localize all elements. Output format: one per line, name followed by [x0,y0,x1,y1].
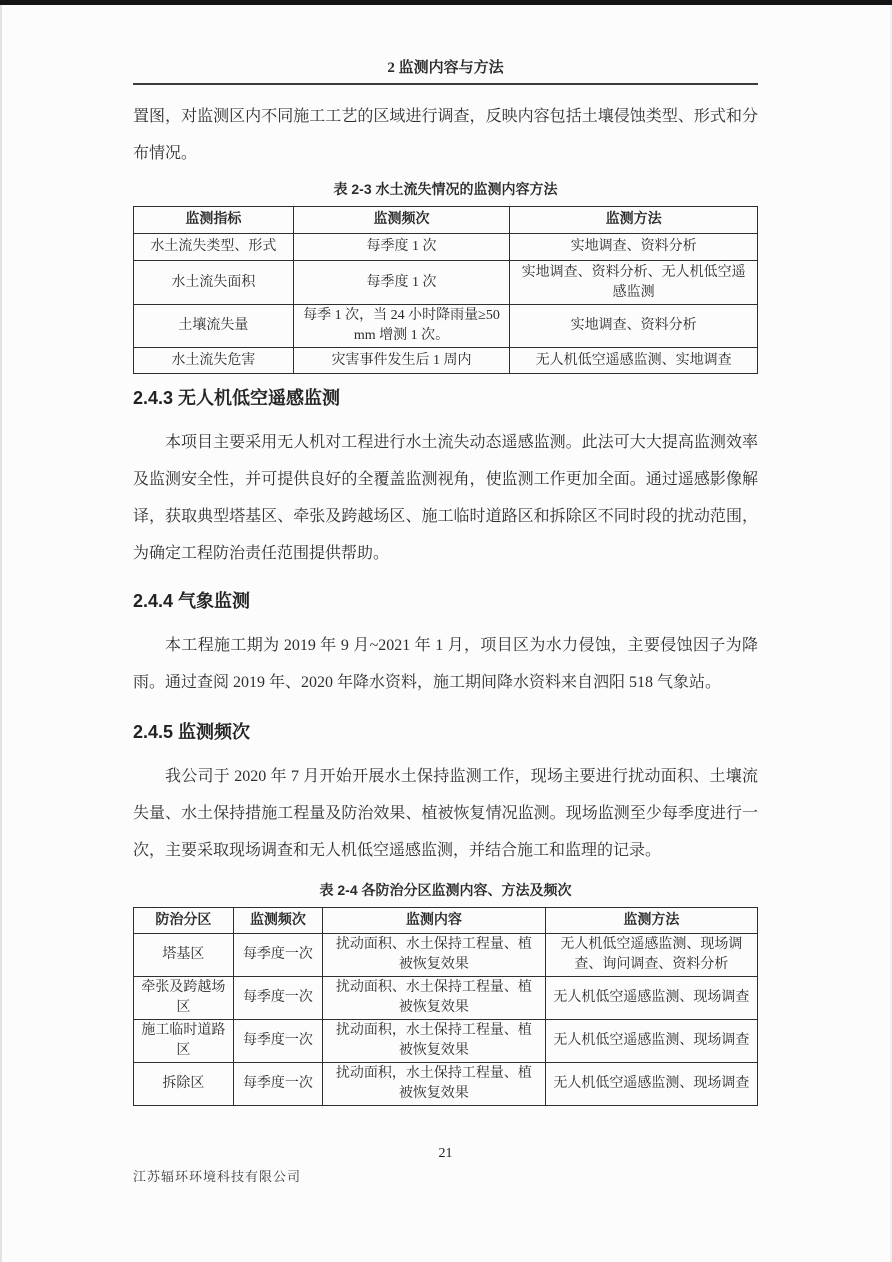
table-cell: 无人机低空遥感监测、现场调查、询问调查、资料分析 [545,934,757,977]
scan-edge-left [0,5,2,1262]
table-2-3 [133,206,758,374]
table-cell: 每季度 1 次 [293,261,510,305]
column-header: 监测指标 [134,207,294,234]
column-header: 监测频次 [293,207,510,234]
table-2-4-caption: 表 2-4 各防治分区监测内容、方法及频次 [319,882,572,898]
table-row [134,305,758,348]
table-cell: 每季度一次 [233,977,322,1020]
column-header: 监测方法 [545,908,757,934]
table-cell: 水土流失面积 [134,261,294,305]
table-cell: 每季度一次 [233,934,322,977]
table-cell: 扰动面积、水土保持工程量、植被恢复效果 [323,934,546,977]
table-cell: 每季度一次 [233,1063,322,1106]
table-cell: 无人机低空遥感监测、实地调查 [510,348,758,374]
table-row [134,934,758,977]
table-2-4 [133,907,758,1106]
table-cell: 拆除区 [134,1063,234,1106]
table-cell: 每季度 1 次 [293,234,510,261]
table-row [134,348,758,374]
table-cell: 土壤流失量 [134,305,294,348]
table-cell: 每季度一次 [233,1020,322,1063]
column-header: 监测内容 [323,908,546,934]
table-cell: 扰动面积，水土保持工程量、植被恢复效果 [323,1063,546,1106]
table-cell: 水土流失危害 [134,348,294,374]
table-cell: 扰动面积、水土保持工程量、植被恢复效果 [323,977,546,1020]
table-cell: 无人机低空遥感监测、现场调查 [545,1020,757,1063]
paragraph-2-4-4: 本工程施工期为 2019 年 9 月~2021 年 1 月，项目区为水力侵蚀，主要侵蚀因子为降雨。通过查阅 2019 年、2020 年降水资料，施工期间降水资料来自泗阳 518 气象站。 [133,637,758,691]
table-row [134,261,758,305]
table-cell: 无人机低空遥感监测、现场调查 [545,1063,757,1106]
paragraph-2-4-3: 本项目主要采用无人机对工程进行水土流失动态遥感监测。此法可大大提高监测效率及监测安全性，并可提供良好的全覆盖监测视角，使监测工作更加全面。通过遥感影像解译，获取典型塔基区、牵张及跨越场区、施工临时道路区和拆除区不同时段的扰动范围，为确定工程防治责任范围提供帮助。 [133,434,758,562]
column-header: 监测方法 [510,207,758,234]
paragraph-intro: 置图，对监测区内不同施工工艺的区域进行调查，反映内容包括土壤侵蚀类型、形式和分布情况。 [133,108,758,162]
table-cell: 塔基区 [134,934,234,977]
section-heading-2-4-4: 2.4.4 气象监测 [133,591,251,611]
column-header: 防治分区 [134,908,234,934]
table-cell: 扰动面积，水土保持工程量、植被恢复效果 [323,1020,546,1063]
page-number: 21 [438,1146,453,1161]
section-heading-2-4-3: 2.4.3 无人机低空遥感监测 [133,388,341,408]
table-cell: 水土流失类型、形式 [134,234,294,261]
table-cell: 实地调查、资料分析 [510,305,758,348]
table-cell: 无人机低空遥感监测、现场调查 [545,977,757,1020]
table-row [134,234,758,261]
section-heading-2-4-5: 2.4.5 监测频次 [133,722,251,742]
page-header [133,56,758,85]
table-cell: 实地调查、资料分析 [510,234,758,261]
table-header-row [134,207,758,234]
table-2-3-caption: 表 2-3 水土流失情况的监测内容方法 [333,181,558,197]
table-row [134,977,758,1020]
table-cell: 灾害事件发生后 1 周内 [293,348,510,374]
table-row [134,1063,758,1106]
paragraph-2-4-5: 我公司于 2020 年 7 月开始开展水土保持监测工作，现场主要进行扰动面积、土壤流失量、水土保持措施工程量及防治效果、植被恢复情况监测。现场监测至少每季度进行一次，主要采取现场调查和无人机低空遥感监测，并结合施工和监理的记录。 [133,768,758,859]
table-cell: 每季 1 次，当 24 小时降雨量≥50mm 增测 1 次。 [293,305,510,348]
table-cell: 牵张及跨越场区 [134,977,234,1020]
table-cell: 实地调查、资料分析、无人机低空遥感监测 [510,261,758,305]
footer-company: 江苏辐环环境科技有限公司 [133,1169,302,1184]
table-cell: 施工临时道路区 [134,1020,234,1063]
page-content [133,0,758,1106]
table-header-row [134,908,758,934]
header-title: 2 监测内容与方法 [387,60,504,76]
table-row [134,1020,758,1063]
column-header: 监测频次 [233,908,322,934]
